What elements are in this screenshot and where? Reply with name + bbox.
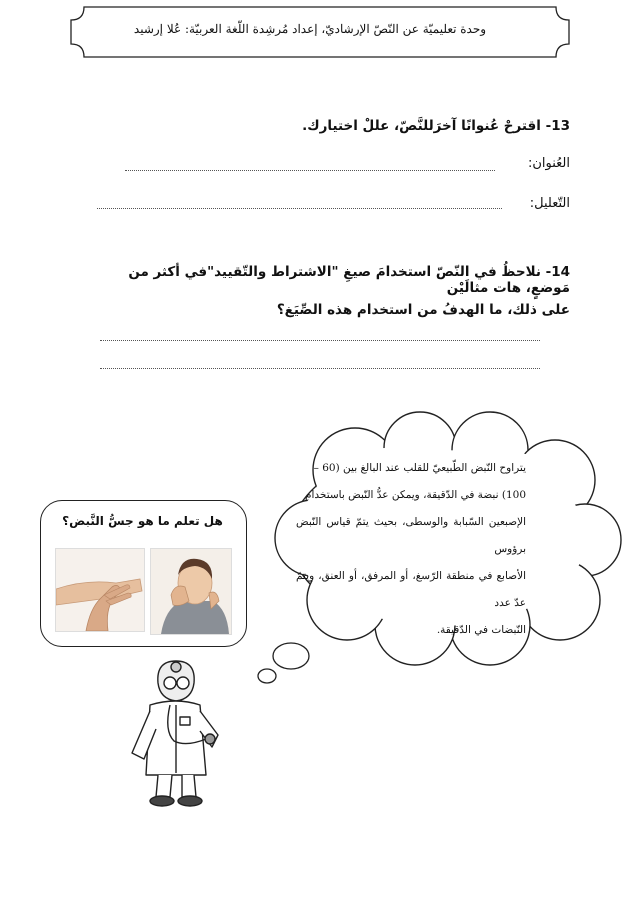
header-title: وحدة تعليميّة عن النّصّ الإرشاديّ، إعداد مُرشِدة اللّغة العربيّة: عُلا إرشيد [133,22,487,36]
reason-answer-line[interactable] [97,208,502,209]
question-14-line-2: على ذلك، ما الهدفُ من استخدام هذه الصِّيَغ؟ [276,302,570,318]
pulse-info-text [296,455,526,644]
reason-label: التّعليل: [529,196,570,211]
did-you-know-question: هل تعلم ما هو جسُّ النَّبض؟ [62,514,223,528]
neck-pulse-photo [150,548,232,635]
wrist-pulse-photo [55,548,145,632]
pulse-info-line: 100) نبضة في الدّقيقة، ويمكن عدُّ النّبض باستخدام [305,489,526,501]
question-14-line-1: 14- نلاحظُ في النّصّ استخدامَ صيغِ "الاشتراط والتّقييد"في أكثر من مَوضعٍ، هات مثالَيْن [128,264,570,296]
question-13: 13- اقترحْ عُنوانًا آخرَللنَّصّ، عللْ اختيارك. [302,118,570,134]
title-answer-line[interactable] [125,170,495,171]
title-label: العُنوان: [527,156,570,171]
pulse-info-line: الإصبعين السّبابة والوسطى، بحيث يتمّ قياس النّبض برؤوس [296,516,526,555]
pulse-info-line: الأصابع في منطقة الرّسغ، أو المرفق، أو العنق، ويتمّ عدّ عدد [296,570,526,609]
pulse-info-line: النّبضات في الدّقيقة. [436,624,526,636]
doctor-cartoon [120,655,230,810]
pulse-info-line: يتراوح النّبض الطّبيعيّ للقلب عند البالغ بين (60 – [313,462,526,474]
answer-line-1[interactable] [100,340,540,341]
answer-line-2[interactable] [100,368,540,369]
